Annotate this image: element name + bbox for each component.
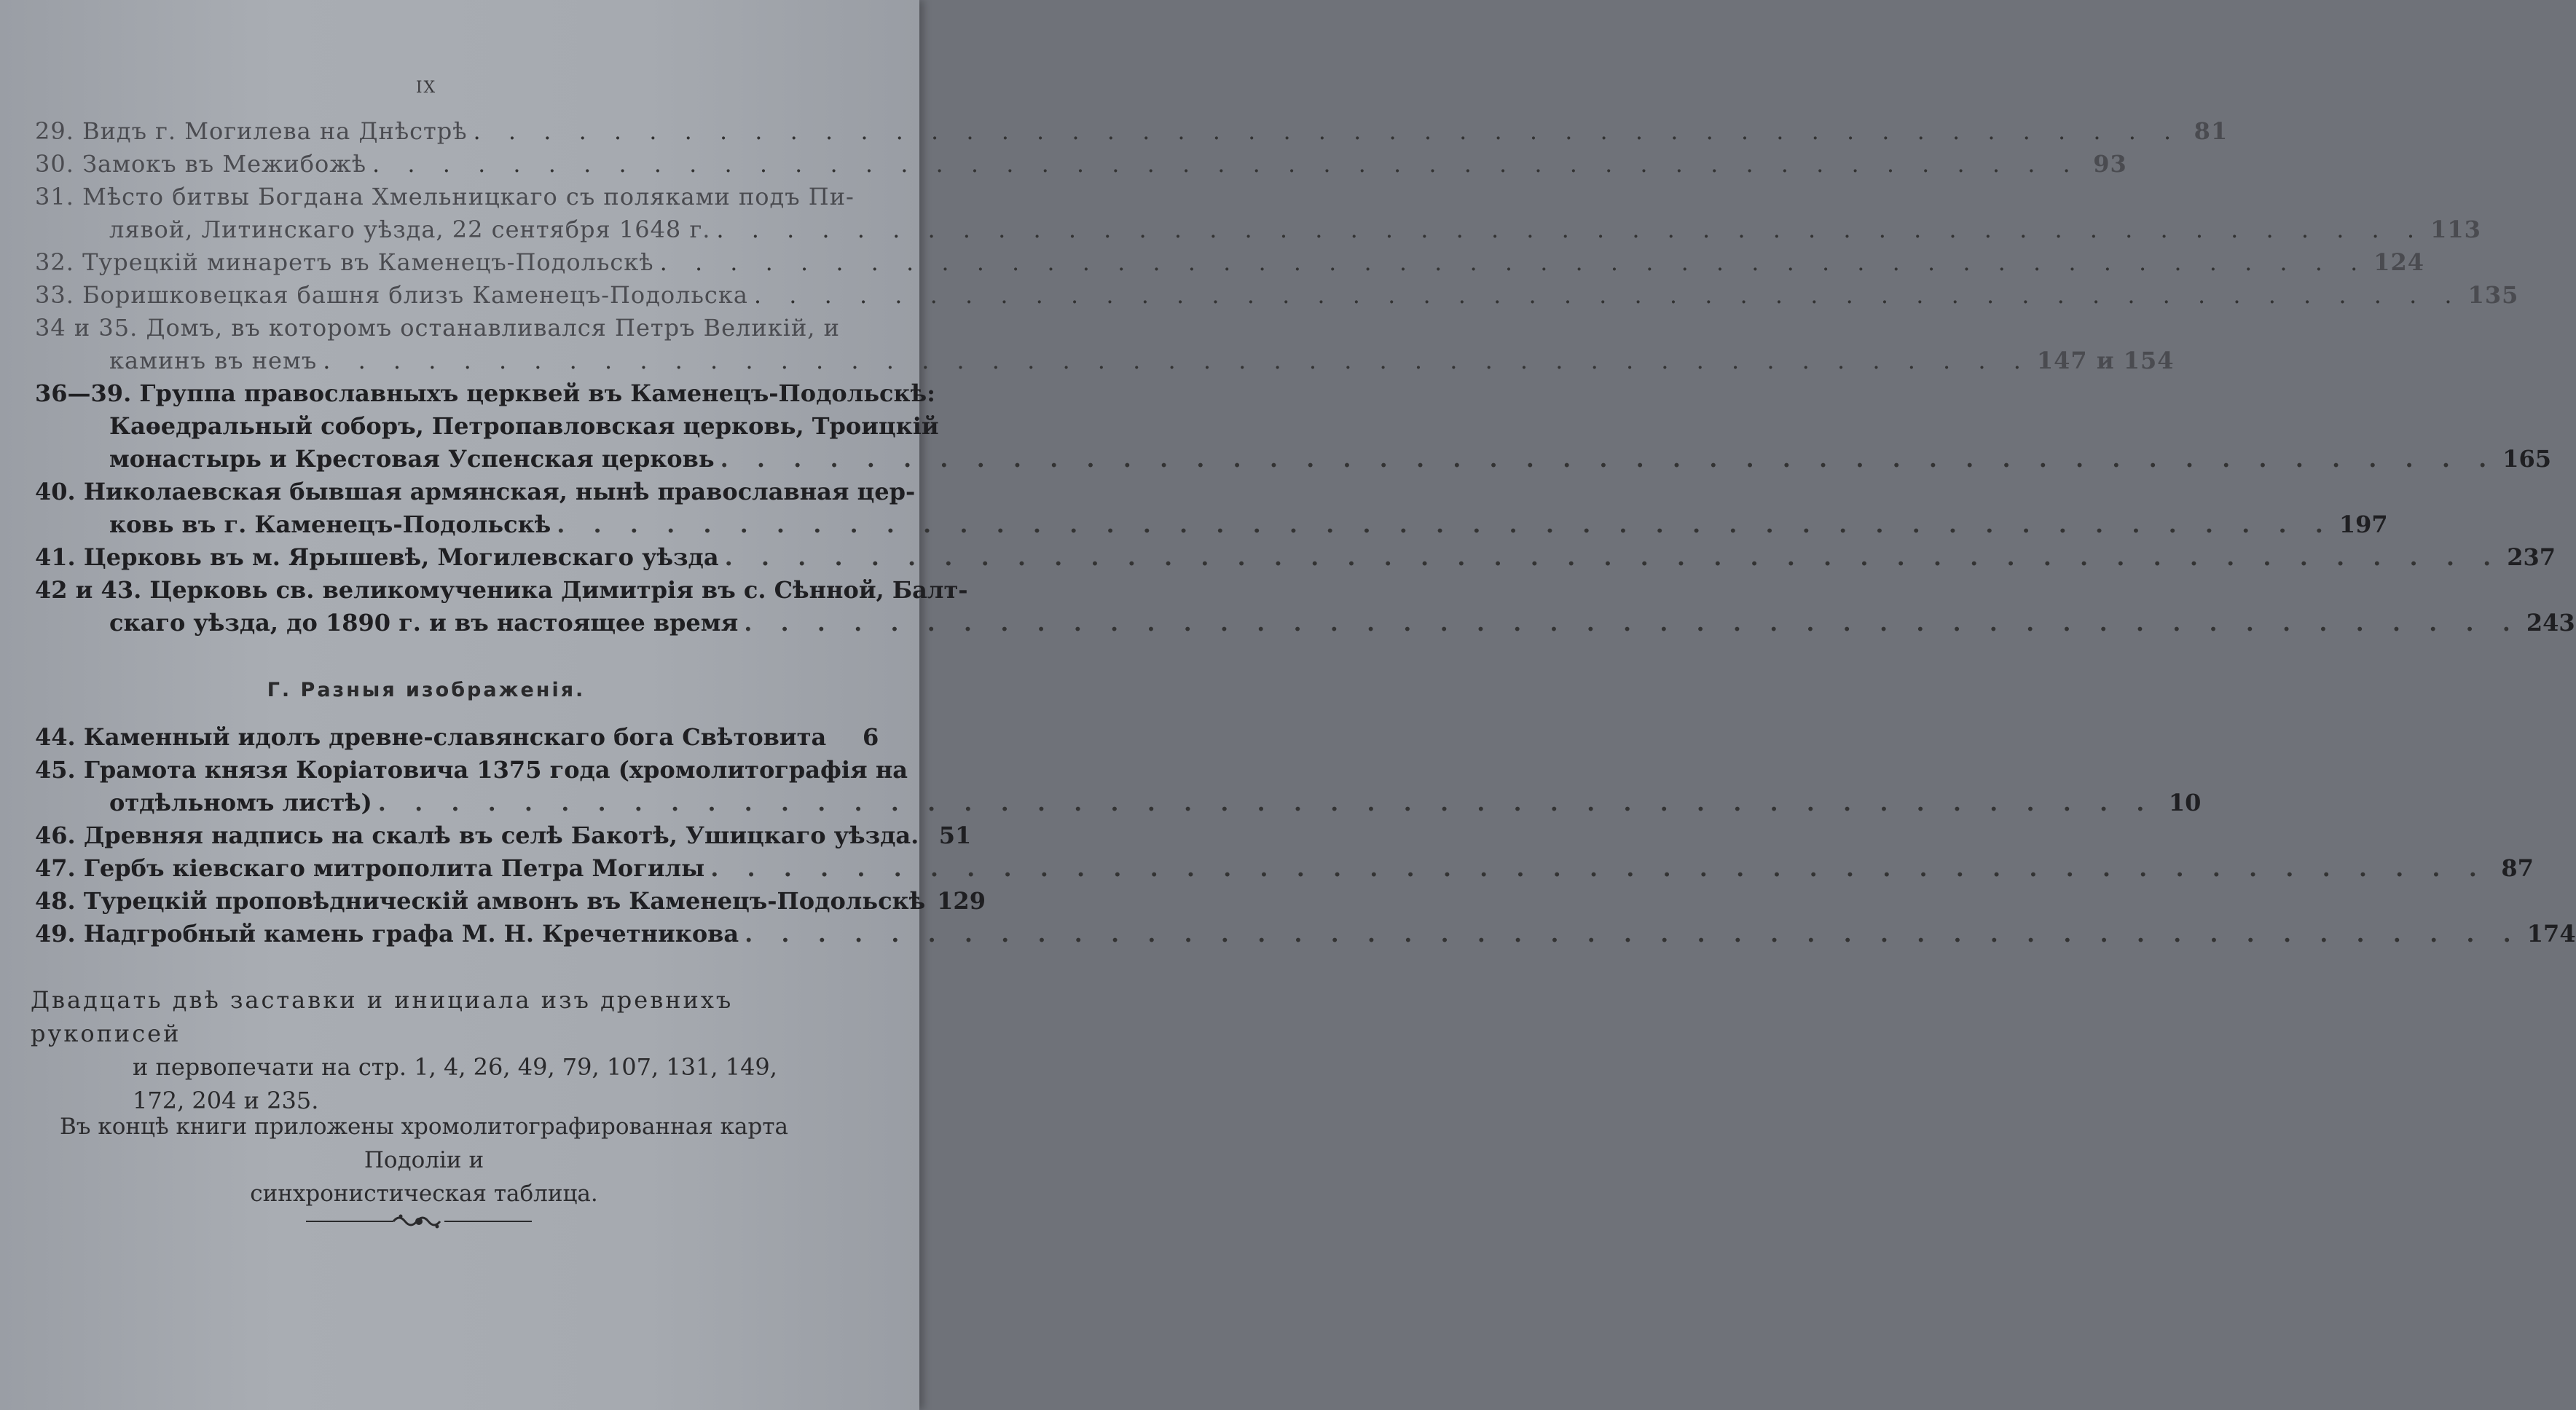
toc-entry-line (35, 213, 2481, 246)
toc-page-number: 197 (2339, 511, 2388, 538)
toc-entry (35, 115, 2229, 148)
toc-entry-text: 31. Мѣсто битвы Богдана Хмельницкаго съ поляками подъ Пи- (35, 183, 855, 210)
toc-entry (35, 148, 2127, 181)
toc-page-number: 174 (2526, 920, 2576, 948)
toc-page-number: 51 (938, 822, 972, 849)
toc-entry (35, 476, 2388, 541)
toc-page-number: 124 (2373, 248, 2425, 276)
dot-leader (716, 213, 2424, 246)
toc-entry-text: отдѣльномъ листѣ) (109, 789, 372, 816)
toc-entry-text: 30. Замокъ въ Межибожѣ (35, 150, 367, 178)
page-number: IX (415, 79, 437, 97)
toc-entry-text: 45. Грамота князя Коріатовича 1375 года (хромолитографія на (35, 756, 908, 784)
toc-entry-text: 33. Боришковецкая башня близъ Каменецъ-Подольска (35, 281, 748, 309)
toc-entry (35, 754, 2202, 819)
toc-entry-line (35, 312, 840, 344)
dot-leader (725, 541, 2502, 574)
ornament-divider-icon (306, 1210, 532, 1232)
dot-leader (744, 607, 2521, 639)
toc-entry-line (35, 148, 2127, 181)
dot-leader (754, 279, 2462, 312)
toc-entry-line (35, 246, 2425, 279)
dot-leader (557, 508, 2333, 541)
toc-entry-text: скаго уѣзда, до 1890 г. и въ настоящее время (109, 609, 739, 637)
toc-entry-text: 49. Надгробный камень графа М. Н. Кречетникова (35, 920, 739, 948)
dot-leader (660, 246, 2368, 279)
toc-entry-line (35, 819, 972, 852)
dot-leader (474, 115, 2182, 148)
dot-leader (710, 852, 2487, 885)
toc-page-number: 6 (862, 723, 879, 751)
toc-entry-line (35, 754, 908, 787)
toc-entry-text: 40. Николаевская бывшая армянская, нынѣ православная цер- (35, 478, 916, 505)
toc-page-number: 81 (2194, 117, 2229, 145)
toc-page-number: 87 (2501, 854, 2534, 882)
toc-entry-text: монастырь и Крестовая Успенская церковь (109, 445, 715, 473)
toc-entry-line (35, 787, 2202, 819)
toc-entry-text: 46. Древняя надпись на скалѣ въ селѣ Бакотѣ, Ушицкаго уѣзда. (35, 822, 919, 849)
toc-entry-line (35, 476, 916, 508)
toc-entry (35, 721, 879, 754)
toc-entry-line (35, 344, 2175, 377)
toc-entry (35, 377, 2552, 476)
toc-page-number: 129 (937, 887, 986, 915)
toc-page-number: 237 (2507, 543, 2556, 571)
note-line: и первопечати на стр. 1, 4, 26, 49, 79, 107, 131, 149, (133, 1053, 777, 1081)
toc-entry (35, 852, 2534, 885)
toc-page-number: 243 (2526, 609, 2575, 637)
toc-entry-line (35, 181, 855, 213)
toc-entry (35, 574, 2575, 639)
toc-entry-line (35, 279, 2519, 312)
appendix-note (31, 1110, 817, 1210)
dot-leader (720, 443, 2497, 476)
toc-page-number: 135 (2467, 281, 2519, 309)
toc-entry-line (35, 541, 2556, 574)
illustrations-list-part-2 (35, 721, 2576, 950)
toc-entry-line (35, 443, 2552, 476)
toc-page-number: 10 (2168, 789, 2202, 816)
toc-entry-text: 47. Гербъ кіевскаго митрополита Петра Могилы (35, 854, 705, 882)
toc-page-number: 147 и 154 (2036, 347, 2175, 374)
note-line: 172, 204 и 235. (133, 1087, 319, 1114)
toc-entry (35, 279, 2519, 312)
toc-entry (35, 918, 2576, 950)
illustrations-list-part-1 (35, 115, 2575, 639)
toc-entry (35, 885, 986, 918)
toc-entry-text: 44. Каменный идолъ древне-славянскаго бога Свѣтовита (35, 723, 827, 751)
dot-leader (745, 918, 2521, 950)
toc-entry-text: 29. Видъ г. Могилева на Днѣстрѣ (35, 117, 468, 145)
toc-entry-line (35, 885, 986, 918)
toc-entry (35, 181, 2481, 246)
toc-entry-text: Каѳедральный соборъ, Петропавловская церковь, Троицкій (109, 412, 939, 440)
dot-leader (378, 787, 2155, 819)
dot-leader (372, 148, 2081, 181)
toc-page-number: 93 (2093, 150, 2127, 178)
toc-entry-line (35, 574, 968, 607)
toc-entry-line (35, 410, 939, 443)
toc-entry-text: 42 и 43. Церковь св. великомученика Димитрія въ с. Сѣнной, Балт- (35, 576, 968, 604)
toc-entry (35, 312, 2175, 377)
toc-entry-text: 41. Церковь въ м. Ярышевѣ, Могилевскаго уѣзда (35, 543, 719, 571)
headpieces-note (31, 983, 817, 1117)
toc-entry-text: лявой, Литинскаго уѣзда, 22 сентября 1648 г. (109, 216, 711, 243)
appendix-note-line: синхронистическая таблица. (250, 1181, 598, 1207)
toc-entry (35, 246, 2425, 279)
toc-entry-text: 32. Турецкій минаретъ въ Каменецъ-Подольскѣ (35, 248, 654, 276)
toc-entry-line (35, 918, 2576, 950)
dot-leader (323, 344, 2031, 377)
toc-entry (35, 819, 972, 852)
toc-entry-text: 34 и 35. Домъ, въ которомъ останавливался Петръ Великій, и (35, 314, 840, 342)
toc-entry (35, 541, 2556, 574)
toc-entry-line (35, 852, 2534, 885)
toc-entry-line (35, 115, 2229, 148)
toc-page-number: 113 (2430, 216, 2481, 243)
toc-entry-text: каминъ въ немъ (109, 347, 318, 374)
toc-entry-line (35, 508, 2388, 541)
appendix-note-line: Въ концѣ книги приложены хромолитографированная карта Подоліи и (60, 1114, 788, 1173)
note-line: Двадцать двѣ заставки и инициала изъ древнихъ рукописей (31, 986, 734, 1047)
toc-entry-line (35, 721, 879, 754)
toc-entry-line (35, 377, 935, 410)
toc-entry-text: 48. Турецкій проповѣдническій амвонъ въ Каменецъ-Подольскѣ (35, 887, 926, 915)
toc-entry-line (35, 607, 2575, 639)
section-heading: Г. Разныя изображенія. (267, 679, 586, 701)
toc-page-number: 165 (2502, 445, 2552, 473)
toc-entry-text: 36—39. Группа православныхъ церквей въ Каменецъ-Подольскѣ: (35, 379, 935, 407)
toc-entry-text: ковь въ г. Каменецъ-Подольскѣ (109, 511, 551, 538)
